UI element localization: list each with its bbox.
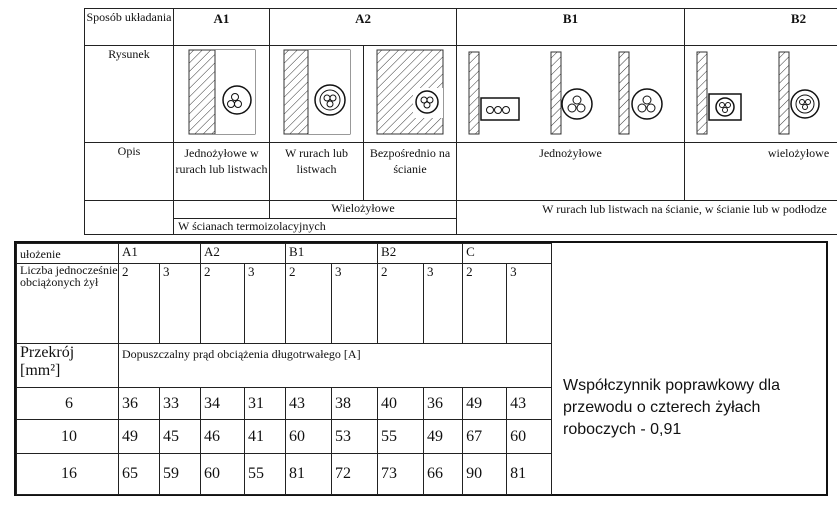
value-cell: 55 [245, 454, 286, 495]
drawing-b1 [457, 46, 685, 143]
wall-conduit-single-cores-icon [187, 48, 257, 136]
value-cell: 81 [507, 454, 552, 495]
correction-factor-note: Współczynnik poprawkowy dla przewodu o czterech żyłach roboczych - 0,91 [563, 377, 780, 438]
header-b1: B1 [457, 9, 685, 46]
value-cell: 90 [463, 454, 507, 495]
current-capacity-table [16, 243, 552, 495]
cores-a1-3: 3 [160, 264, 201, 344]
cores-b1-2: 2 [286, 264, 332, 344]
on-wall-single-cores-icon [459, 48, 683, 136]
cores-b2-2: 2 [378, 264, 424, 344]
drawing-label: Rysunek [85, 46, 174, 143]
value-cell: 60 [286, 420, 332, 454]
drawing-a2-conduit [270, 46, 364, 143]
description-label: Opis [85, 143, 174, 201]
method-c: C [463, 244, 552, 264]
value-cell: 36 [119, 388, 160, 420]
method-a2: A2 [201, 244, 286, 264]
installation-methods-table [84, 8, 828, 234]
value-cell: 60 [507, 420, 552, 454]
value-cell: 81 [286, 454, 332, 495]
drawing-a1 [174, 46, 270, 143]
cores-a2-2: 2 [201, 264, 245, 344]
desc-b1: Jednożyłowe [457, 143, 685, 201]
value-cell: 45 [160, 420, 201, 454]
value-cell: 65 [119, 454, 160, 495]
desc-a2-conduit: W rurach lub listwach [270, 143, 364, 201]
value-cell: 36 [424, 388, 463, 420]
size-cell: 10 [17, 420, 119, 454]
desc-a1: Jednożyłowe w rurach lub listwach [174, 143, 270, 201]
header-a2: A2 [270, 9, 457, 46]
value-cell: 31 [245, 388, 286, 420]
value-cell: 33 [160, 388, 201, 420]
method-label: Sposób układania [85, 9, 174, 46]
table-row [17, 420, 552, 454]
on-wall-multicore-icon [687, 48, 837, 136]
current-capacity-table-frame [14, 241, 828, 496]
insulated-walls-label: W ścianach termoizolacyjnych [174, 219, 457, 235]
size-cell: 6 [17, 388, 119, 420]
value-cell: 34 [201, 388, 245, 420]
on-wall-label: W rurach lub listwach na ścianie, w ścianie lub w podłodze [457, 201, 837, 235]
value-cell: 59 [160, 454, 201, 495]
value-cell: 49 [119, 420, 160, 454]
drawing-b2 [685, 46, 837, 143]
value-cell: 55 [378, 420, 424, 454]
value-cell: 49 [424, 420, 463, 454]
cores-label: Liczba jednocześnie obciążonych żył [17, 264, 119, 344]
cores-b2-3: 3 [424, 264, 463, 344]
table-row [17, 454, 552, 495]
value-cell: 73 [378, 454, 424, 495]
current-label: Dopuszczalny prąd obciążenia długotrwałego [A] [119, 344, 552, 388]
header-b2: B2 [685, 9, 837, 46]
value-cell: 60 [201, 454, 245, 495]
size-cell: 16 [17, 454, 119, 495]
value-cell: 38 [332, 388, 378, 420]
table-row [17, 388, 552, 420]
method-b2: B2 [378, 244, 463, 264]
method-a1: A1 [119, 244, 201, 264]
method-b1: B1 [286, 244, 378, 264]
value-cell: 66 [424, 454, 463, 495]
wall-conduit-multicore-icon [282, 48, 352, 136]
cores-b1-3: 3 [332, 264, 378, 344]
value-cell: 72 [332, 454, 378, 495]
layout-label: ułożenie [17, 244, 119, 264]
value-cell: 40 [378, 388, 424, 420]
value-cell: 41 [245, 420, 286, 454]
cores-c-3: 3 [507, 264, 552, 344]
wall-direct-multicore-icon [375, 48, 445, 136]
cores-a2-3: 3 [245, 264, 286, 344]
value-cell: 53 [332, 420, 378, 454]
value-cell: 49 [463, 388, 507, 420]
value-cell: 46 [201, 420, 245, 454]
header-a1: A1 [174, 9, 270, 46]
value-cell: 67 [463, 420, 507, 454]
desc-a2-direct: Bezpośrednio na ścianie [364, 143, 457, 201]
multicore-label: Wielożyłowe [270, 201, 457, 219]
value-cell: 43 [286, 388, 332, 420]
cores-a1-2: 2 [119, 264, 160, 344]
section-label: Przekrój [mm²] [17, 344, 119, 388]
value-cell: 43 [507, 388, 552, 420]
drawing-a2-direct [364, 46, 457, 143]
cores-c-2: 2 [463, 264, 507, 344]
desc-b2: wielożyłowe [685, 143, 837, 201]
